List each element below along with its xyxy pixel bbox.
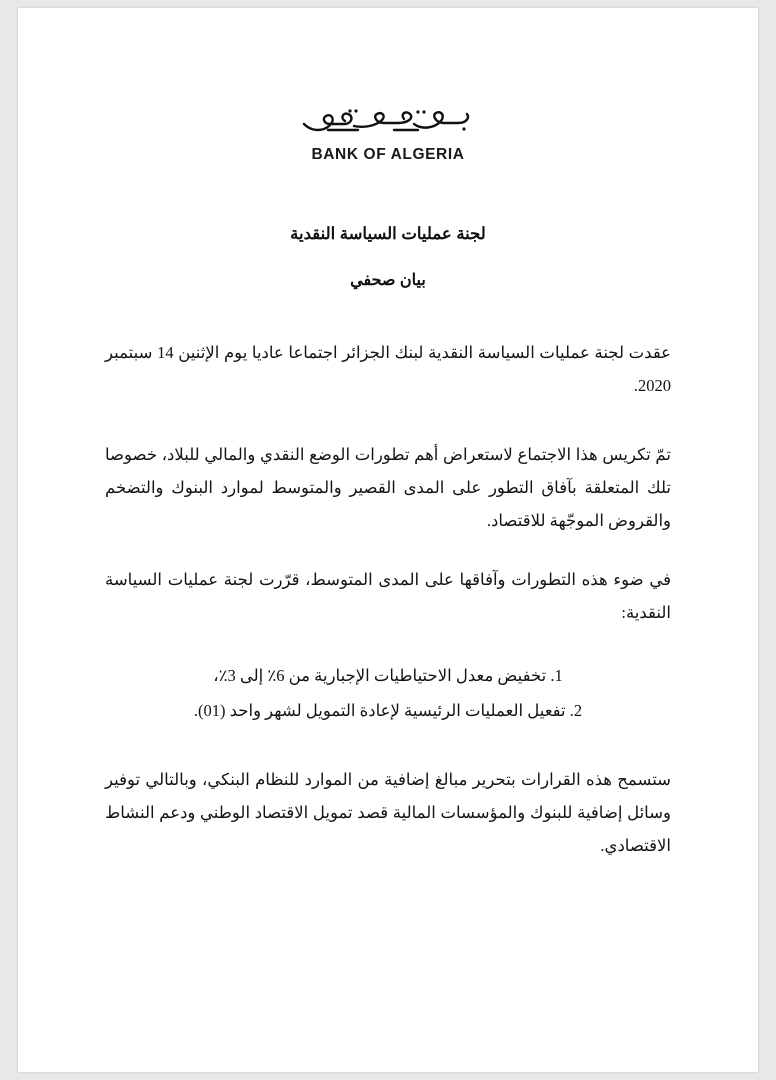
paragraph-meeting-purpose: تمّ تكريس هذا الاجتماع لاستعراض أهم تطورات الوضع النقدي والمالي للبلاد، خصوصا تلك المتعلقة بآفاق التطور على المدى القصير والمتوسط لموارد البنوك والتضخم والقروض الموجّهة للاقتصاد. [105,445,671,530]
list-item: 2. تفعيل العمليات الرئيسية لإعادة التمويل لشهر واحد (01). [193,701,583,720]
bank-name: BANK OF ALGERIA [311,146,465,163]
page-title: لجنة عمليات السياسة النقدية [290,225,486,243]
paragraph-decisions-intro: في ضوء هذه التطورات وآفاقها على المدى المتوسط، قرّرت لجنة عمليات السياسة النقدية: [105,570,671,622]
page-subtitle: بيان صحفي [350,272,426,289]
list-item: 1. تخفيض معدل الاحتياطيات الإجبارية من 6٪ إلى 3٪، [213,666,563,685]
paragraph-conclusion: ستسمح هذه القرارات بتحرير مبالغ إضافية من الموارد للنظام البنكي، وبالتالي توفير وسائل إضافية للبنوك والمؤسسات المالية قصد تمويل الاقتصاد الوطني ودعم النشاط الاقتصادي. [105,770,671,855]
paragraph-meeting-date: عقدت لجنة عمليات السياسة النقدية لبنك الجزائر اجتماعا عاديا يوم الإثنين 14 سبتمبر 2020. [105,343,672,395]
document-page [18,8,758,1072]
letterhead [18,8,758,164]
bank-logo-icon [298,104,478,138]
decisions-list [105,659,671,727]
footer-spacer [105,888,671,928]
document-body [105,290,671,928]
